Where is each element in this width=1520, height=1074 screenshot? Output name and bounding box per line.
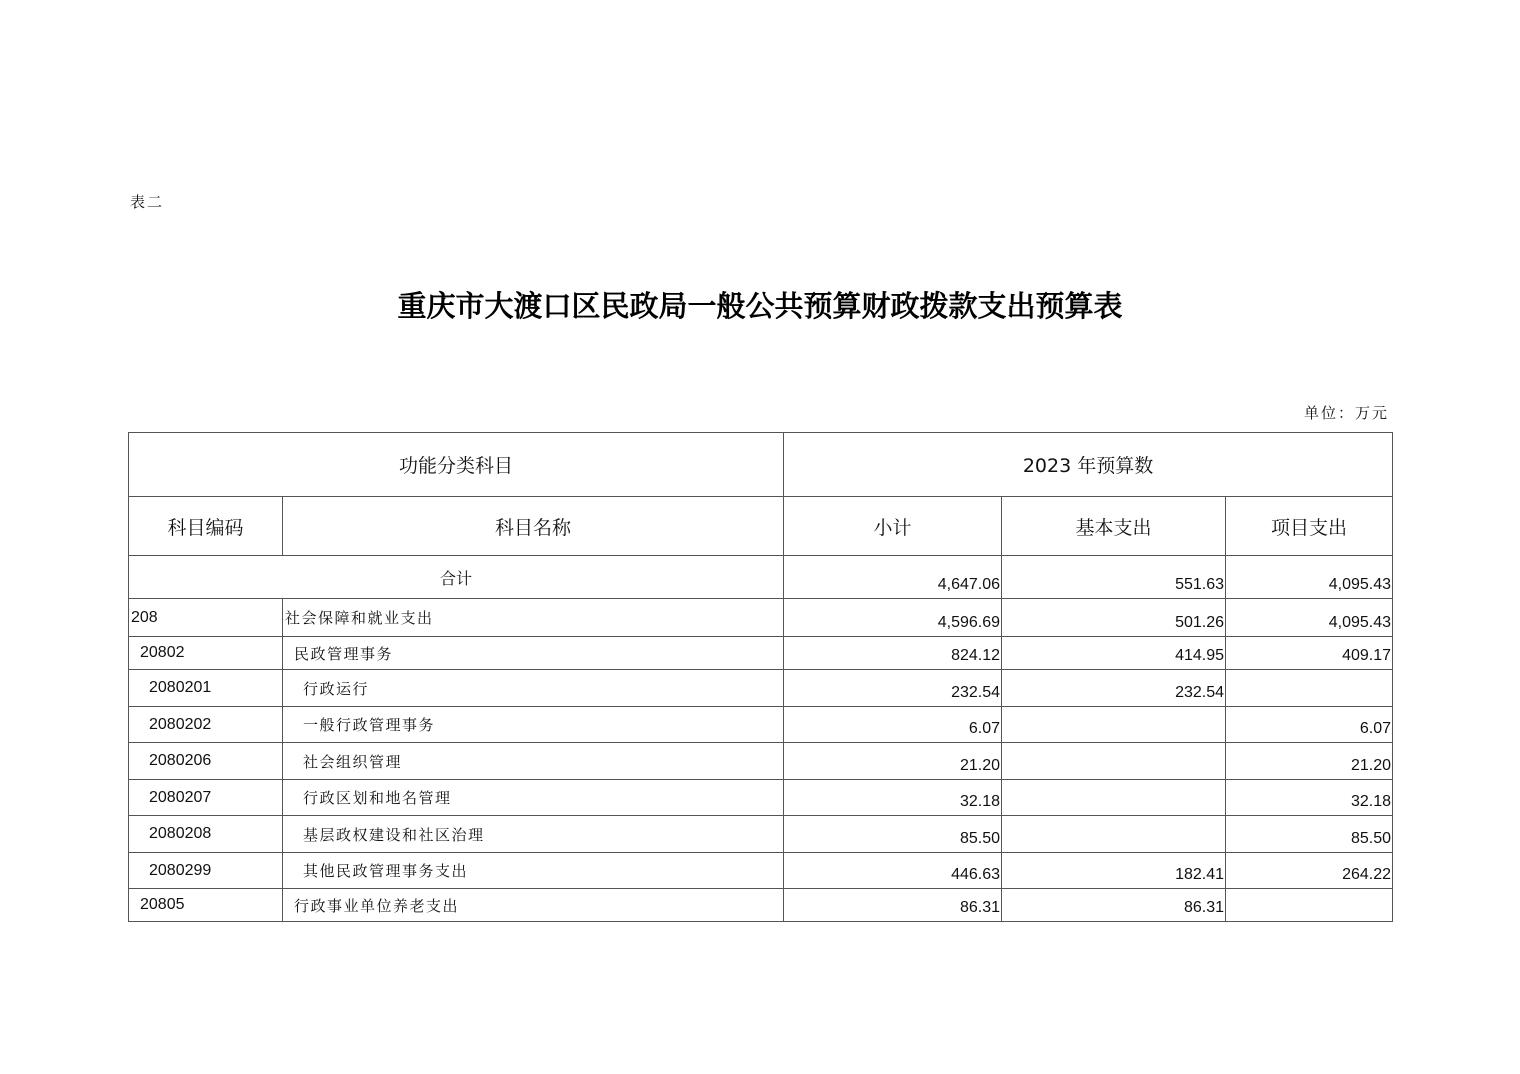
row-basic [1002,780,1226,816]
row-subtotal: 446.63 [784,853,1002,889]
document-title: 重庆市大渡口区民政局一般公共预算财政拨款支出预算表 [397,289,1123,323]
row-subtotal: 824.12 [784,637,1002,670]
subtotal-column-header: 小计 [784,497,1002,556]
row-subtotal: 21.20 [784,743,1002,780]
row-project: 85.50 [1226,816,1393,853]
column-header-row [129,497,1393,556]
table-row [129,707,1393,743]
row-name: 民政管理事务 [283,637,784,670]
row-project: 264.22 [1226,853,1393,889]
row-name: 行政事业单位养老支出 [283,889,784,922]
table-row [129,670,1393,707]
row-basic: 414.95 [1002,637,1226,670]
row-project: 21.20 [1226,743,1393,780]
function-class-header: 功能分类科目 [129,433,784,497]
total-row [129,556,1393,599]
row-subtotal: 32.18 [784,780,1002,816]
group-header-row [129,433,1393,497]
row-basic [1002,816,1226,853]
row-basic: 182.41 [1002,853,1226,889]
row-subtotal: 86.31 [784,889,1002,922]
row-name: 其他民政管理事务支出 [283,853,784,889]
row-code: 2080202 [129,707,283,743]
row-name: 一般行政管理事务 [283,707,784,743]
row-name: 社会组织管理 [283,743,784,780]
total-subtotal: 4,647.06 [784,556,1002,599]
row-code: 2080201 [129,670,283,707]
table-row [129,743,1393,780]
name-column-header: 科目名称 [283,497,784,556]
table-row [129,780,1393,816]
row-basic: 501.26 [1002,599,1226,637]
budget-year-header: 2023 年预算数 [784,433,1393,497]
row-project: 32.18 [1226,780,1393,816]
row-code: 20805 [129,889,283,922]
table-tag: 表二 [130,193,165,211]
row-name: 行政运行 [283,670,784,707]
row-project: 4,095.43 [1226,599,1393,637]
row-name: 行政区划和地名管理 [283,780,784,816]
row-project [1226,889,1393,922]
table-row [129,853,1393,889]
row-code: 2080206 [129,743,283,780]
row-subtotal: 232.54 [784,670,1002,707]
row-code: 208 [129,599,283,637]
row-subtotal: 4,596.69 [784,599,1002,637]
row-code: 2080299 [129,853,283,889]
row-name: 社会保障和就业支出 [283,599,784,637]
row-code: 20802 [129,637,283,670]
row-project [1226,670,1393,707]
budget-table [128,432,1393,922]
row-project: 409.17 [1226,637,1393,670]
unit-label: 单位：万元 [1303,404,1389,422]
project-column-header: 项目支出 [1226,497,1393,556]
basic-column-header: 基本支出 [1002,497,1226,556]
total-basic: 551.63 [1002,556,1226,599]
total-project: 4,095.43 [1226,556,1393,599]
code-column-header: 科目编码 [129,497,283,556]
row-code: 2080207 [129,780,283,816]
row-name: 基层政权建设和社区治理 [283,816,784,853]
row-subtotal: 6.07 [784,707,1002,743]
table-row [129,599,1393,637]
row-basic [1002,707,1226,743]
row-basic: 86.31 [1002,889,1226,922]
total-label: 合计 [129,556,784,599]
row-code: 2080208 [129,816,283,853]
row-basic: 232.54 [1002,670,1226,707]
row-project: 6.07 [1226,707,1393,743]
table-row [129,889,1393,922]
row-subtotal: 85.50 [784,816,1002,853]
table-row [129,816,1393,853]
table-row [129,637,1393,670]
row-basic [1002,743,1226,780]
